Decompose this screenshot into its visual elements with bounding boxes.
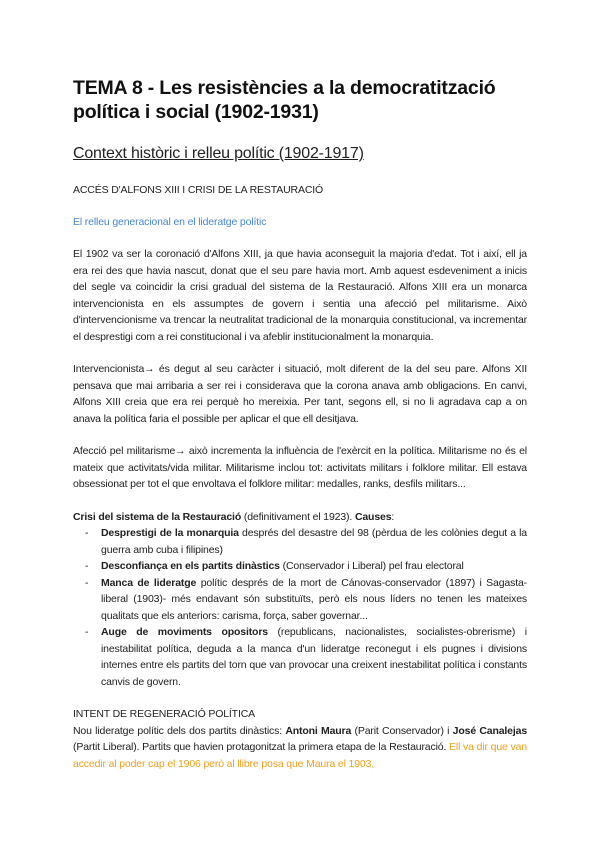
cause-text: després del desastre del 98 (pèrdua de les colònies degut a la guerra amb cuba i filipines) [101,527,527,556]
section-heading-access: ACCÉS D'ALFONS XIII I CRISI DE LA RESTAURACIÓ [73,184,324,196]
list-item [85,624,527,690]
cause-text: (Conservador i Liberal) pel frau electoral [279,560,464,572]
cause-title: Desprestigi de la monarquia [101,527,239,539]
list-dash: - [85,560,89,572]
leadership-rest: (Partit Liberal). Partits que havien protagonitzat la primera etapa de la Restauració. [73,741,450,753]
paragraph-interventionist: Intervencionista→ és degut al seu caràcter i situació, molt diferent de la del seu pare. Alfons XII pensava que mai arribaria a ser rei i considerava que la corona anava amb obligacions. En canvi, Alfons XIII creia que era rei perquè ho mereixia. Per tant, segons ell, si no li agradava cap a on anava la política faria el possible per aplicar el que ell desitjava. [73,363,527,425]
name-canalejas: José Canalejas [452,724,528,737]
maura-party: (Parit Conservador) i [351,724,453,737]
cause-title: Auge de moviments opositors [101,626,268,638]
crisis-heading [73,509,527,526]
cause-title: Desconfiança en els partits dinàstics [101,560,280,572]
cause-text: (republicans, nacionalistes, socialistes-obrerisme) i inestabilitat política, deguda a la manca d'un lideratge reconegut i els pugnes i divisions internes entre els partits del torn que van provocar una creixent inestabilitat política i constants canvis de govern. [101,626,527,688]
page-title: TEMA 8 - Les resistències a la democratització política i social (1902-1931) [73,77,496,123]
paragraph-new-leadership [73,723,527,773]
list-item [85,558,527,575]
paragraph-coronation: El 1902 va ser la coronació d'Alfons XIII, ja que havia aconseguit la majoria d'edat. Tot i així, ell ja era rei des que havia nascut, donat que el seu pare havia mort. Amb aquest esdeveniment a inicis del segle va coincidir la crisi gradual del sistema de la Restauració. Alfons XIII era un monarca intervencionista en els assumptes de govern i sentia una afecció pel militarisme. Això d'intervencionisme va trencar la neutralitat tradicional de la monarquia constitucional, va incrementar el desprestigi com a rei constitucional i va afeblir institucionalment la monarquia. [73,248,527,343]
leadership-intro: Nou lideratge polític dels dos partits dinàstics: [73,724,286,737]
causes-label: Causes [354,510,392,523]
subheading-generational-change: El relleu generacional en el lideratge polític [73,215,267,228]
paragraph-militarism: Afecció pel militarisme→ això incrementa la influència de l'exèrcit en la política. Militarisme no és el mateix que activitats/vida militar. Militarisme inclou tot: activitats militars i folklore militar. Ell estava obsessionat per tot el que envoltava el folklore militar: medalles, ranks, desfils militars... [73,445,527,490]
causes-list [73,525,527,690]
list-dash: - [85,576,89,589]
crisis-label: Crisi del sistema de la Restauració [73,510,242,523]
crisis-date: (definitivament el 1923). [241,510,355,523]
list-dash: - [85,527,89,539]
list-dash: - [85,626,89,638]
cause-text: polític després de la mort de Cánovas-conservador (1897) i Sagasta-liberal (1903)- més endavant són substituïts, però els nous líders no tenen les mateixes qualitats que els anteriors: carisma, força, saber governar... [101,576,527,622]
orange-note: Ell va dir que van accedir al poder cap el 1906 però al llibre posa que Maura el 1903, [73,741,527,770]
section-heading-regeneration: INTENT DE REGENERACIÓ POLÍTICA [73,708,256,720]
list-item [85,575,527,625]
name-maura: Antoni Maura [285,724,352,737]
causes-colon: : [391,510,395,523]
section-subtitle: Context històric i relleu polític (1902-1917) [73,145,364,162]
list-item [85,525,527,558]
cause-title: Manca de lideratge [101,576,197,589]
